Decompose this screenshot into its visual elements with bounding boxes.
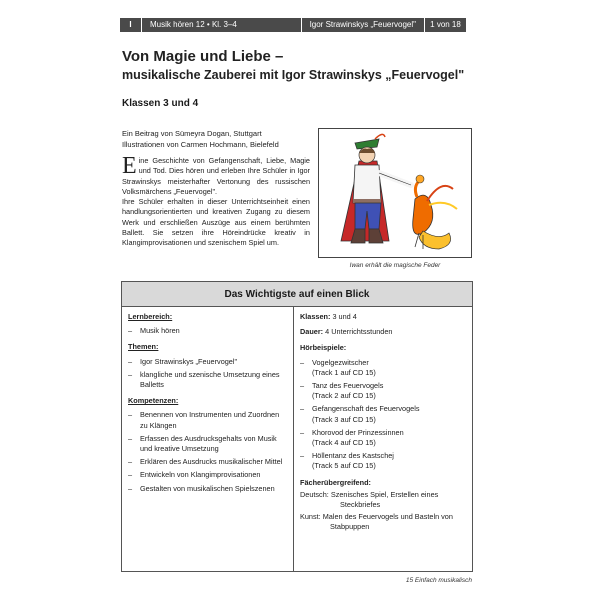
klassen-value: 3 und 4 — [332, 312, 357, 321]
track-name: Khorovod der Prinzessinnen — [312, 427, 404, 437]
faecher-title: Fächerübergreifend: — [300, 477, 371, 487]
track-name: Gefangenschaft des Feuervogels — [312, 404, 420, 414]
overview-box — [121, 281, 473, 572]
firebird-icon — [413, 175, 457, 249]
track-ref: (Track 5 auf CD 15) — [312, 461, 376, 471]
track-ref: (Track 2 auf CD 15) — [312, 391, 376, 401]
kunst-label: Kunst: — [300, 512, 321, 522]
intro-paragraph-2: Ihre Schüler erhalten in dieser Unterrichtseinheit einen handlungsorientierten und kreativen Zugang zu diesem Werk und erschließen Auszüge aus einem berühmten Ballett. Sie setzen ihre Höreindrücke kreativ in Klangimprovisationen und szenischem Spiel um. — [122, 197, 310, 248]
list-item: – Benennen von Instrumenten und Zuordnen zu Klängen — [128, 410, 288, 430]
header-right-text: Igor Strawinskys „Feuervogel" — [301, 18, 424, 32]
footer-note: 15 Einfach musikalisch — [405, 577, 472, 584]
overview-right-column — [300, 312, 468, 533]
themen-list — [128, 357, 288, 391]
track-ref: (Track 1 auf CD 15) — [312, 367, 376, 377]
dropcap: E — [122, 153, 137, 179]
list-item: – Entwickeln von Klangimprovisationen — [128, 470, 288, 480]
list-item: – Gestalten von musikalischen Spielszenen — [128, 484, 288, 494]
header-bar — [120, 18, 466, 32]
lernbereich-list — [128, 326, 288, 336]
overview-left-column — [128, 312, 288, 497]
track-name: Vogelgezwitscher — [312, 357, 369, 367]
list-item — [300, 358, 468, 378]
klassen-label: Klassen: — [300, 312, 331, 321]
hoerbeispiele-list — [300, 358, 468, 472]
list-item — [300, 404, 468, 424]
author-line: Ein Beitrag von Sümeyra Dogan, Stuttgart — [122, 129, 262, 138]
grade-heading: Klassen 3 und 4 — [122, 98, 199, 109]
lernbereich-title: Lernbereich: — [128, 312, 173, 321]
track-ref: (Track 3 auf CD 15) — [312, 414, 376, 424]
page-indicator: 1 von 18 — [424, 18, 466, 32]
list-item: – Erfassen des Ausdrucksgehalts von Musik und kreative Umsetzung — [128, 434, 288, 454]
list-item — [300, 381, 468, 401]
illustrator-line: Illustrationen von Carmen Hochmann, Bielefeld — [122, 140, 279, 149]
page-subtitle: musikalische Zauberei mit Igor Strawinskys „Feuervogel" — [122, 68, 465, 82]
dauer-row — [300, 327, 468, 337]
author-info — [122, 128, 279, 150]
section-marker: I — [120, 18, 142, 32]
list-item: – klangliche und szenische Umsetzung eines Balletts — [128, 370, 288, 390]
illustration-frame — [318, 128, 472, 258]
list-item: – Igor Strawinskys „Feuervogel" — [128, 357, 288, 367]
track-ref: (Track 4 auf CD 15) — [312, 438, 376, 448]
dauer-label: Dauer: — [300, 327, 324, 337]
page-title: Von Magie und Liebe – — [122, 48, 284, 65]
kompetenzen-title: Kompetenzen: — [128, 396, 179, 406]
track-name: Höllentanz des Kastschej — [312, 451, 394, 461]
overview-heading: Das Wichtigste auf einen Blick — [122, 282, 472, 307]
kompetenzen-list — [128, 410, 288, 493]
intro-paragraph-1 — [122, 153, 310, 197]
deutsch-label: Deutsch: — [300, 489, 329, 499]
intro-paragraph-1-text: ine Geschichte von Gefangenschaft, Liebe, Magie und Tod. Dies hören und erleben Ihre Schüler in Igor Strawinskys meisterhafter Vertonung des russischen Volksmärchens „Feuervogel". — [122, 156, 310, 196]
list-item — [300, 428, 468, 448]
kunst-value: Malen des Feuervogels und Basteln von Stabpuppen — [322, 512, 453, 532]
intro-text — [122, 153, 310, 249]
column-divider — [293, 307, 294, 572]
themen-title: Themen: — [128, 342, 159, 352]
hoerbeispiele-title: Hörbeispiele: — [300, 343, 347, 353]
list-item — [300, 451, 468, 471]
kunst-row — [300, 512, 468, 532]
header-left-text: Musik hören 12 • Kl. 3–4 — [150, 20, 237, 29]
illustration-caption: Iwan erhält die magische Feder — [349, 262, 441, 269]
klassen-row — [300, 312, 468, 322]
illustration-iwan-firebird — [319, 129, 471, 257]
list-item: – Musik hören — [128, 326, 288, 336]
deutsch-value: Szenisches Spiel, Erstellen eines Steckbriefes — [330, 489, 439, 510]
dauer-value: 4 Unterrichtsstunden — [325, 327, 393, 337]
track-name: Tanz des Feuervogels — [312, 381, 384, 391]
deutsch-row — [300, 490, 468, 510]
iwan-figure-icon — [341, 134, 411, 243]
list-item: – Erklären des Ausdrucks musikalischer Mittel — [128, 457, 288, 467]
